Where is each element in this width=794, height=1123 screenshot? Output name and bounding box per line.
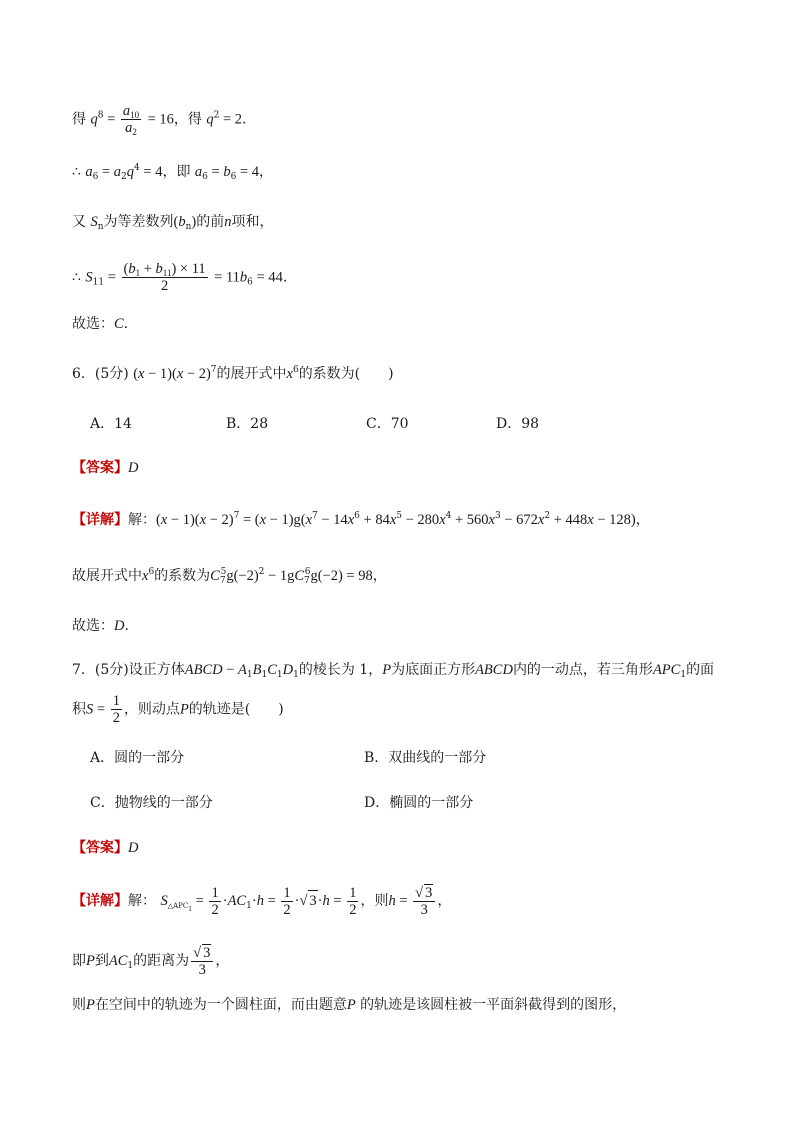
fraction: $\frac{√ 3}{3}$ bbox=[413, 884, 435, 918]
answer-letter: C bbox=[114, 316, 124, 332]
text-guxuan: 故选： bbox=[72, 316, 114, 332]
fraction: $\frac{√ 3}{3}$ bbox=[191, 944, 213, 978]
q6-choice bbox=[72, 616, 129, 636]
answer-letter: D bbox=[128, 460, 139, 476]
q6-option-a: A．14 bbox=[90, 416, 132, 432]
q7-answer bbox=[72, 838, 138, 858]
text-guzhankai: 故展开式中 bbox=[72, 568, 142, 584]
answer-tag: 【答案】 bbox=[72, 840, 128, 856]
text-zhankai: 的展开式中 bbox=[216, 366, 287, 382]
text-de: 得 bbox=[72, 111, 86, 128]
q7-option-d: D．椭圆的一部分 bbox=[364, 795, 474, 811]
text-period: . bbox=[282, 269, 288, 286]
q7-option-a: A．圆的一部分 bbox=[90, 750, 185, 766]
fraction: $\frac{(b_1 + b_{11}) \times 11}{2}$ bbox=[123, 261, 206, 294]
q7-option-b: B．双曲线的一部分 bbox=[364, 750, 487, 766]
text-comma: ， bbox=[437, 893, 452, 909]
text-guxuan: 故选： bbox=[72, 618, 114, 634]
q7-stem-line1: 7．(5分)设正方体ABCD − $A_1B_1C_1D_1$的棱长为 1，P为底面正方形ABCD内的一动点，若三角形$APC_1$的面 bbox=[72, 662, 715, 680]
therefore-symbol: ∴ bbox=[72, 164, 81, 180]
text-you: 又 bbox=[72, 214, 86, 230]
text-shezheng: 设正方体 bbox=[128, 662, 185, 678]
q6-label: 6．(5分) bbox=[72, 366, 129, 382]
text-period: . bbox=[124, 618, 129, 634]
q7-conclusion: 则P在空间中的轨迹为一个圆柱面，而由题意P 的轨迹是该圆柱被一平面斜截得到的图形， bbox=[72, 997, 627, 1013]
q7-detail: 【详解】解： $S_{\triangle APC_1}$ = $\frac{1}{2}$ $\cdot AC_1\cdot h$ = $\frac{1}{2}$ ·√ 3·h = $\frac{1}{2}$ ，则h = $\frac{√ 3}{3}$ ， bbox=[72, 884, 452, 918]
text-ze: ，则 bbox=[360, 893, 389, 909]
detail-tag: 【详解】 bbox=[72, 512, 128, 528]
text-xishu: 的系数为( ) bbox=[298, 366, 394, 382]
text-dao: 到 bbox=[94, 953, 109, 969]
text-lengchang: 的棱长为 1， bbox=[298, 662, 383, 678]
answer-tag: 【答案】 bbox=[72, 460, 128, 476]
q6-option-d: D．98 bbox=[496, 416, 540, 432]
text-xianghe: 项和， bbox=[231, 214, 274, 230]
text-period: . bbox=[123, 316, 129, 332]
q6-detail: 【详解】解：$(x - 1)(x - 2)^7 = (x - 1)g(x^7 - 14x^6 + 84x^5 - 280x^4 + 560x^3 - 672x^2 + 448x - 128)$， bbox=[72, 511, 650, 528]
text-yuanzhumian: 在空间中的轨迹为一个圆柱面，而由题意 bbox=[94, 997, 347, 1013]
fraction: $\frac{a_{10}}{a_2}$ bbox=[122, 103, 140, 137]
text-dimian: 为底面正方形 bbox=[391, 662, 476, 678]
step-a6: ∴ $a_6 = a_2q^4 = 4$，即 $a_6 = b_6 = 4$， bbox=[72, 163, 273, 182]
fraction: $\frac{1}{2}$ bbox=[112, 693, 120, 726]
text-dongdian: 内的一动点，若三角形 bbox=[512, 662, 653, 678]
q6-answer bbox=[72, 458, 138, 478]
text-zedong: ，则动点 bbox=[123, 701, 180, 718]
q6-coefficient: 故展开式中$x^6$的系数为$C_7^5g(-2)^2 - 1gC_7^6g(-2) = 98$， bbox=[72, 567, 387, 586]
q7-label: 7．(5分) bbox=[72, 662, 129, 678]
fraction: $\frac{1}{2}$ bbox=[349, 884, 357, 918]
text-comma-de: ，得 bbox=[173, 111, 202, 128]
text-jie: 解： bbox=[128, 512, 156, 528]
text-period: . bbox=[242, 111, 247, 128]
text-ze2: 则 bbox=[72, 997, 86, 1013]
step-s11: ∴ $S_{11}$ = $\frac{(b_1 + b_{11}) \times 11}{2}$ = $11b_6 = 44$. bbox=[72, 261, 288, 294]
text-dengcha: 为等差数列 bbox=[103, 214, 174, 230]
text-juli: 的距离为 bbox=[133, 953, 190, 969]
text-jie: 解： bbox=[128, 893, 156, 909]
q6-stem: 6．(5分) $(x - 1)(x - 2)^7$的展开式中$x^6$的系数为( ) bbox=[72, 365, 394, 382]
text-guiji: 的轨迹是( ) bbox=[188, 701, 284, 718]
text-ji-area: 积 bbox=[72, 701, 86, 718]
text-comma: ， bbox=[372, 568, 387, 584]
text-ji: ，即 bbox=[162, 164, 191, 180]
q7-distance: 即P到$AC_1$的距离为 $\frac{√ 3}{3}$ ， bbox=[72, 945, 230, 978]
fraction: $\frac{1}{2}$ bbox=[283, 884, 291, 918]
q5-choice bbox=[72, 314, 128, 334]
q7-stem-line2: 积S = $\frac{1}{2}$ ，则动点P的轨迹是( ) bbox=[72, 693, 284, 726]
answer-letter: D bbox=[128, 840, 139, 856]
text-jidao: 即 bbox=[72, 953, 86, 969]
detail-tag: 【详解】 bbox=[72, 893, 128, 909]
text-mian: 的面 bbox=[686, 662, 715, 678]
text-xishuwei: 的系数为 bbox=[154, 568, 211, 584]
step-sn-def: 又 $S_n$为等差数列$(b_n)$的前n项和， bbox=[72, 214, 274, 232]
text-comma: ， bbox=[635, 512, 650, 528]
step-q-ratio: 得 $q^8$ = $\frac{a_{10}}{a_2}$ = 16，得 $q^2 = 2$. bbox=[72, 103, 247, 137]
q6-option-c: C．70 bbox=[366, 416, 409, 432]
text-deqian: 的前 bbox=[196, 214, 225, 230]
fraction: $\frac{1}{2}$ bbox=[211, 884, 219, 918]
text-comma: ， bbox=[215, 953, 230, 969]
q7-option-c: C．抛物线的一部分 bbox=[90, 795, 213, 811]
answer-letter: D bbox=[114, 618, 125, 634]
therefore-symbol: ∴ bbox=[72, 269, 81, 286]
text-comma: ， bbox=[259, 164, 273, 180]
q6-option-b: B．28 bbox=[226, 416, 269, 432]
text-xiejie: 的轨迹是该圆柱被一平面斜截得到的图形， bbox=[355, 997, 627, 1013]
